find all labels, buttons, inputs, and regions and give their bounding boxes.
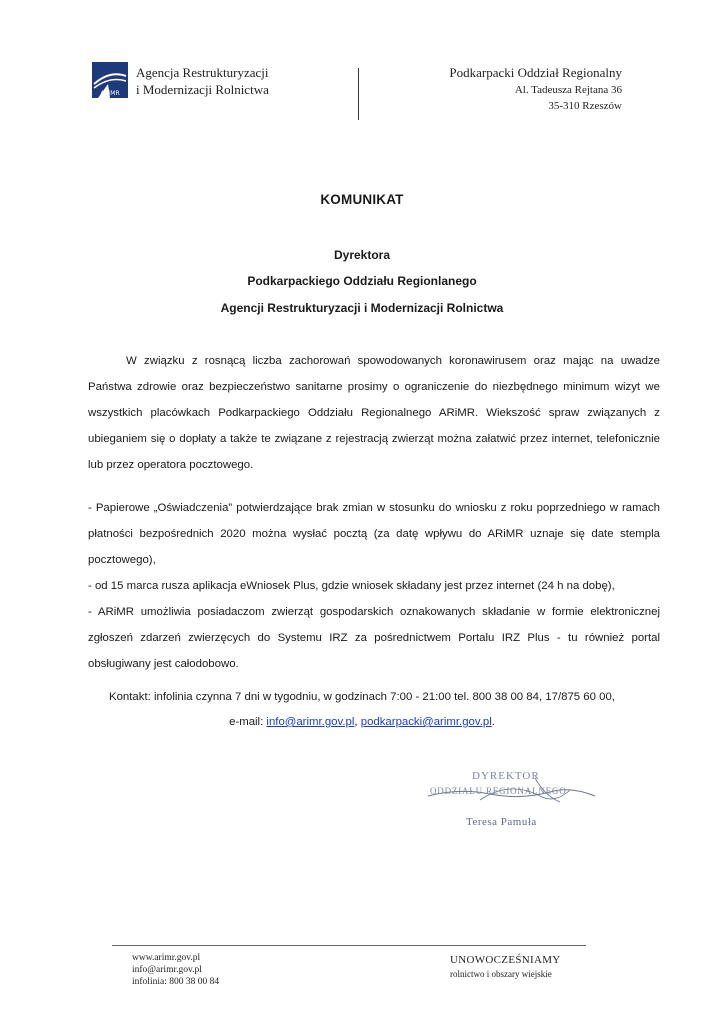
bullet-item-irz: - ARiMR umożliwia posiadaczom zwierząt gospodarskich oznakowanych składanie w formie elektronicznej zgłoszeń zdarzeń zwierzęcych do Systemu IRZ za pośrednictwem Portalu IRZ Plus - tu również portal obsługiwany jest całodobowo. bbox=[88, 606, 660, 670]
footer-slogan bbox=[450, 954, 561, 979]
subtitle-agency: Agencji Restrukturyzacji i Modernizacji Rolnictwa bbox=[220, 301, 504, 315]
email-link-podkarpacki[interactable]: podkarpacki@arimr.gov.pl bbox=[360, 716, 492, 728]
footer-email[interactable]: info@arimr.gov.pl bbox=[132, 965, 202, 975]
footer-divider bbox=[112, 945, 586, 946]
footer-website[interactable]: www.arimr.gov.pl bbox=[132, 953, 201, 963]
main-paragraph bbox=[88, 348, 660, 478]
branch-address bbox=[449, 64, 622, 114]
stamp-title: DYREKTOR bbox=[472, 770, 540, 782]
agency-name bbox=[136, 64, 269, 98]
footer-phone: infolinia: 800 38 00 84 bbox=[132, 977, 220, 987]
signer-name: Teresa Pamuła bbox=[466, 816, 537, 828]
bullet-list bbox=[88, 495, 660, 677]
contact-email-row bbox=[0, 711, 724, 734]
header-divider bbox=[358, 68, 359, 120]
branch-street: Al. Tadeusza Rejtana 36 bbox=[514, 84, 622, 96]
agency-name-line2: i Modernizacji Rolnictwa bbox=[136, 82, 269, 97]
email-end: . bbox=[491, 716, 495, 728]
subtitle-branch: Podkarpackiego Oddziału Regionlanego bbox=[247, 274, 477, 288]
paragraph-text: W związku z rosnącą liczba zachorowań spowodowanych koronawirusem oraz mając na uwadze Państwa zdrowie oraz bezpieczeństwo sanitarne prosimy o ograniczenie do niezbędnego minimum wizyt we wszystkich placówkach Podkarpackiego Oddziału Regionalnego ARiMR. Wiekszość spraw związanych z ubieganiem się o dopłaty a także te związane z rejestracją zwierząt można załatwić przez internet, telefonicznie lub przez operatora pocztowego. bbox=[88, 355, 660, 471]
branch-name: Podkarpacki Oddział Regionalny bbox=[449, 65, 622, 80]
stamp-subtitle: ODDZIAŁU REGIONALNEGO bbox=[430, 786, 567, 796]
slogan-subtitle: rolnictwo i obszary wiejskie bbox=[450, 969, 552, 979]
contact-block bbox=[0, 686, 724, 734]
email-link-info[interactable]: info@arimr.gov.pl bbox=[266, 716, 355, 728]
agency-name-line1: Agencja Restrukturyzacji bbox=[136, 65, 269, 80]
footer-contact bbox=[132, 952, 219, 988]
branch-city: 35-310 Rzeszów bbox=[548, 100, 622, 112]
bullet-item-oswiadczenia: - Papierowe „Oświadczenia” potwierdzające brak zmian w stosunku do wniosku z roku poprzedniego w ramach płatności bezpośrednich 2020 można wysłać pocztą (za datę wpływu do ARiMR uznaje się date stempla pocztowego), bbox=[88, 502, 660, 566]
slogan-title: UNOWOCZEŚNIAMY bbox=[450, 954, 561, 966]
bullet-item-ewniosek: - od 15 marca rusza aplikacja eWniosek Plus, gdzie wniosek składany jest przez internet (24 h na dobę), bbox=[88, 580, 615, 592]
contact-hotline: Kontakt: infolinia czynna 7 dni w tygodniu, w godzinach 7:00 - 21:00 tel. 800 38 00 84, 17/875 60 00, bbox=[109, 691, 615, 703]
logo-text: ARiMR bbox=[100, 90, 120, 97]
subtitle-director: Dyrektora bbox=[333, 248, 391, 262]
email-label: e-mail: bbox=[229, 716, 267, 728]
document-title: KOMUNIKAT bbox=[320, 192, 404, 207]
arimr-logo bbox=[92, 62, 128, 98]
email-separator: , bbox=[354, 716, 361, 728]
